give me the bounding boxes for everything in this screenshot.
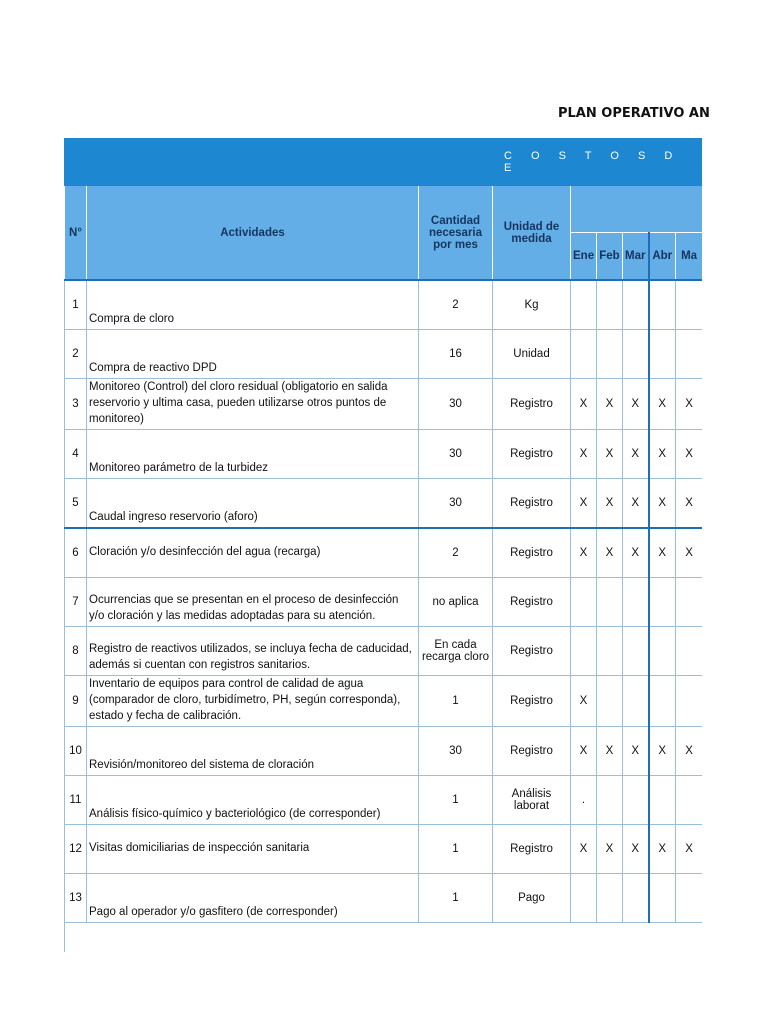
month-mark-cell	[649, 578, 676, 627]
month-mark-cell	[649, 874, 676, 923]
activity-cell: Compra de cloro	[87, 280, 419, 330]
quantity-cell: En cada recarga cloro	[419, 627, 493, 676]
month-mark-cell: X	[571, 528, 597, 578]
month-mark-cell: X	[649, 825, 676, 874]
quantity-cell: 30	[419, 430, 493, 479]
activity-cell: Caudal ingreso reservorio (aforo)	[87, 479, 419, 529]
quantity-cell: 2	[419, 280, 493, 330]
month-mark-cell: X	[597, 379, 623, 430]
table-row	[65, 627, 703, 676]
month-mark-cell: X	[571, 430, 597, 479]
quantity-cell: 30	[419, 727, 493, 776]
header-row	[65, 186, 703, 233]
unit-cell: Registro	[493, 578, 571, 627]
unit-cell: Registro	[493, 479, 571, 529]
table-row	[65, 528, 703, 578]
month-mark-cell	[597, 776, 623, 825]
quantity-cell: 16	[419, 330, 493, 379]
table-row	[65, 825, 703, 874]
month-mark-cell: X	[597, 430, 623, 479]
unit-cell: Registro	[493, 676, 571, 727]
row-number: 13	[65, 874, 87, 923]
unit-cell: Pago	[493, 874, 571, 923]
month-mark-cell: X	[623, 528, 649, 578]
month-mark-cell: X	[571, 676, 597, 727]
header-months-group	[571, 186, 703, 233]
quantity-cell: 30	[419, 479, 493, 529]
month-mark-cell: X	[623, 430, 649, 479]
month-mark-cell	[676, 776, 703, 825]
month-mark-cell	[571, 330, 597, 379]
table-row	[65, 676, 703, 727]
quantity-cell: 1	[419, 825, 493, 874]
month-mark-cell	[649, 776, 676, 825]
costs-banner: C O S T O S D E	[65, 139, 703, 186]
month-mark-cell	[623, 776, 649, 825]
month-mark-cell: X	[623, 479, 649, 529]
row-number: 7	[65, 578, 87, 627]
month-mark-cell: X	[623, 825, 649, 874]
table-row	[65, 330, 703, 379]
quantity-cell: 1	[419, 874, 493, 923]
month-mark-cell	[571, 578, 597, 627]
month-mark-cell: X	[676, 528, 703, 578]
activity-cell: Inventario de equipos para control de calidad de agua (comparador de cloro, turbidímetro, PH, según corresponda), estado y fecha de calibración.	[87, 676, 419, 727]
row-number: 6	[65, 528, 87, 578]
month-mark-cell	[649, 676, 676, 727]
month-mark-cell	[676, 874, 703, 923]
month-mark-cell	[571, 627, 597, 676]
month-mark-cell	[597, 874, 623, 923]
unit-cell: Registro	[493, 627, 571, 676]
month-mark-cell	[597, 627, 623, 676]
row-number: 10	[65, 727, 87, 776]
month-mark-cell	[597, 578, 623, 627]
table-row	[65, 874, 703, 923]
month-mark-cell: X	[597, 479, 623, 529]
month-mark-cell: X	[649, 727, 676, 776]
month-mark-cell: .	[571, 776, 597, 825]
unit-cell: Registro	[493, 825, 571, 874]
month-mark-cell: X	[571, 825, 597, 874]
month-mark-cell	[649, 330, 676, 379]
month-header: Abr	[649, 233, 676, 281]
row-number: 11	[65, 776, 87, 825]
activity-cell: Visitas domiciliarias de inspección sanitaria	[87, 825, 419, 874]
quantity-cell: no aplica	[419, 578, 493, 627]
month-mark-cell	[623, 627, 649, 676]
row-number: 9	[65, 676, 87, 727]
header-activities: Actividades	[87, 186, 419, 281]
row-number: 2	[65, 330, 87, 379]
month-mark-cell: X	[597, 528, 623, 578]
month-mark-cell	[597, 676, 623, 727]
row-number: 1	[65, 280, 87, 330]
month-mark-cell	[623, 280, 649, 330]
month-mark-cell	[676, 578, 703, 627]
month-mark-cell	[597, 280, 623, 330]
month-mark-cell: X	[676, 727, 703, 776]
row-number: 8	[65, 627, 87, 676]
table-row	[65, 578, 703, 627]
month-mark-cell	[676, 280, 703, 330]
row-number: 12	[65, 825, 87, 874]
header-quantity: Cantidad necesaria por mes	[419, 186, 493, 281]
costs-banner-row	[65, 139, 703, 186]
month-mark-cell	[623, 330, 649, 379]
unit-cell: Registro	[493, 528, 571, 578]
month-mark-cell: X	[676, 479, 703, 529]
quantity-cell: 2	[419, 528, 493, 578]
activity-cell: Registro de reactivos utilizados, se incluya fecha de caducidad, además si cuentan con registros sanitarios.	[87, 627, 419, 676]
activity-cell: Cloración y/o desinfección del agua (recarga)	[87, 528, 419, 578]
table-row	[65, 727, 703, 776]
activity-cell: Ocurrencias que se presentan en el proceso de desinfección y/o cloración y las medidas adoptadas para su atención.	[87, 578, 419, 627]
unit-cell: Unidad	[493, 330, 571, 379]
month-mark-cell: X	[623, 727, 649, 776]
unit-cell: Análisis laborat	[493, 776, 571, 825]
month-mark-cell: X	[676, 825, 703, 874]
unit-cell: Kg	[493, 280, 571, 330]
table-row	[65, 280, 703, 330]
month-mark-cell: X	[623, 379, 649, 430]
header-unit: Unidad de medida	[493, 186, 571, 281]
activity-cell: Pago al operador y/o gasfitero (de corresponder)	[87, 874, 419, 923]
unit-cell: Registro	[493, 430, 571, 479]
month-header: Ma	[676, 233, 703, 281]
blank-row	[65, 923, 703, 953]
month-mark-cell: X	[649, 430, 676, 479]
plan-table	[64, 138, 702, 952]
row-number: 4	[65, 430, 87, 479]
activity-cell: Análisis físico-químico y bacteriológico (de corresponder)	[87, 776, 419, 825]
quantity-cell: 1	[419, 676, 493, 727]
table-row	[65, 379, 703, 430]
month-mark-cell: X	[597, 825, 623, 874]
quantity-cell: 30	[419, 379, 493, 430]
month-header: Ene	[571, 233, 597, 281]
month-mark-cell	[649, 280, 676, 330]
month-mark-cell: X	[571, 727, 597, 776]
month-mark-cell	[623, 874, 649, 923]
row-number: 5	[65, 479, 87, 529]
month-mark-cell: X	[676, 430, 703, 479]
page-title: PLAN OPERATIVO AN	[558, 106, 710, 121]
month-mark-cell	[649, 627, 676, 676]
unit-cell: Registro	[493, 727, 571, 776]
spreadsheet	[64, 138, 702, 952]
month-mark-cell	[676, 627, 703, 676]
month-mark-cell	[597, 330, 623, 379]
month-mark-cell: X	[571, 379, 597, 430]
activity-cell: Monitoreo (Control) del cloro residual (obligatorio en salida reservorio y ultima casa, pueden utilizarse otros puntos de monitoreo)	[87, 379, 419, 430]
unit-cell: Registro	[493, 379, 571, 430]
month-header: Mar	[623, 233, 649, 281]
month-mark-cell	[676, 330, 703, 379]
activity-cell: Revisión/monitoreo del sistema de cloración	[87, 727, 419, 776]
row-number: 3	[65, 379, 87, 430]
table-row	[65, 430, 703, 479]
quantity-cell: 1	[419, 776, 493, 825]
table-row	[65, 776, 703, 825]
activity-cell: Monitoreo parámetro de la turbidez	[87, 430, 419, 479]
month-mark-cell: X	[649, 528, 676, 578]
month-mark-cell: X	[676, 379, 703, 430]
activity-cell: Compra de reactivo DPD	[87, 330, 419, 379]
month-mark-cell	[623, 676, 649, 727]
month-mark-cell	[571, 280, 597, 330]
month-mark-cell	[623, 578, 649, 627]
month-header: Feb	[597, 233, 623, 281]
table-row	[65, 479, 703, 529]
month-mark-cell	[676, 676, 703, 727]
month-mark-cell: X	[597, 727, 623, 776]
month-mark-cell: X	[649, 479, 676, 529]
month-mark-cell: X	[649, 379, 676, 430]
month-mark-cell: X	[571, 479, 597, 529]
month-mark-cell	[571, 874, 597, 923]
header-number: N°	[65, 186, 87, 281]
